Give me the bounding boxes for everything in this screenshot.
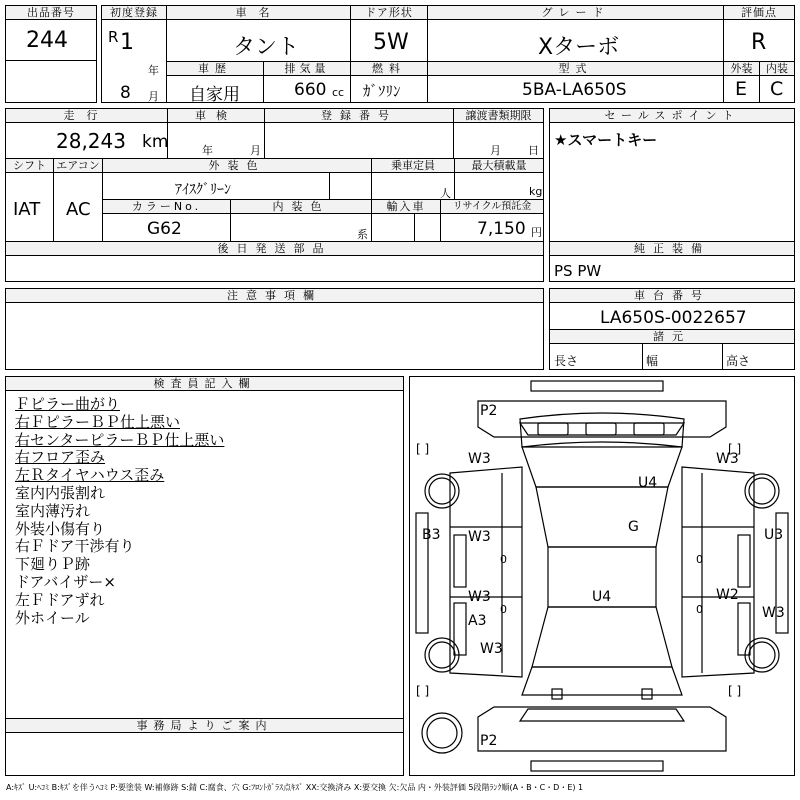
mileage-cell: [5, 108, 168, 159]
interior-grade-label: 内装: [760, 62, 794, 76]
exterior-grade: E: [735, 78, 748, 100]
displacement-cell: [263, 61, 351, 103]
office-notice-label: 事務局よりご案内: [6, 719, 403, 733]
mark-w3-left-1: W3: [468, 529, 491, 545]
transfer-month-unit: 月: [490, 144, 501, 157]
inspector-note: 室内内張割れ: [15, 484, 106, 502]
interior-color-cell: [230, 199, 372, 242]
damage-legend: A:ｷｽﾞ U:ﾍｺﾐ B:ｷｽﾞを伴うﾍｺﾐ P:要塗装 W:補修跡 S:錆 C:腐食、穴 G:ﾌﾛﾝﾄｶﾞﾗｽ点ｷｽﾞ XX:交換済み X:要交換 欠:欠品 内・外装評価 5段階ﾗﾝｸ順(A・B・C・D・E) 1: [6, 783, 584, 792]
interior-color-unit: 系: [357, 228, 368, 241]
inspector-notes-cell: [5, 376, 404, 719]
caution-label: 注意事項欄: [6, 289, 543, 303]
color-number: G62: [147, 219, 182, 239]
mark-bracket-right-rear: [ ]: [728, 684, 742, 698]
capacity-label: 乗車定員: [372, 159, 454, 173]
fuel-cell: [350, 61, 428, 103]
displacement-label: 排気量: [264, 62, 350, 76]
transfer-deadline-cell: [453, 108, 544, 159]
inspection-label: 車検: [168, 109, 264, 123]
door-type: 5W: [373, 30, 409, 55]
exterior-color-cell: [102, 158, 372, 200]
ac-cell: [53, 158, 103, 242]
inspector-note: Ｆピラー曲がり: [15, 395, 121, 413]
grade-cell: [427, 5, 724, 62]
mark-w3-front-left: W3: [468, 451, 491, 467]
caution-cell: [5, 288, 544, 370]
door-label: ドア形状: [351, 6, 427, 20]
height-label: 高さ: [726, 354, 751, 368]
exterior-grade-label: 外装: [724, 62, 759, 76]
score: R: [751, 30, 767, 55]
inspector-note: 外装小傷有り: [15, 519, 106, 538]
inspector-note: ドアバイザー×: [15, 573, 116, 591]
mark-w3-left-2: W3: [468, 589, 491, 605]
interior-grade: C: [770, 78, 784, 100]
first-registration-cell: [101, 5, 167, 103]
inspector-note: 左Ｆドアずれ: [15, 590, 105, 609]
inspection-year-unit: 年: [202, 144, 213, 157]
inspector-note: 右Ｆドア干渉有り: [15, 537, 135, 556]
history-label: 車歴: [167, 62, 263, 76]
month-unit: 月: [148, 90, 159, 103]
car-diagram-cell: [409, 376, 795, 776]
dimensions-cell: [549, 329, 795, 370]
lot-number-cell: [5, 5, 97, 61]
exterior-grade-cell: [723, 61, 760, 103]
recycle-amount: 7,150: [477, 219, 526, 239]
history-cell: [166, 61, 264, 103]
inspector-note: 外ホイール: [15, 608, 90, 627]
mark-bracket-left-rear: [ ]: [416, 684, 430, 698]
import-label: 輸入車: [372, 200, 440, 214]
exterior-color-label: 外装色: [103, 159, 371, 173]
mark-bracket-right: [ ]: [728, 442, 742, 456]
equipment-label: 純正装備: [550, 242, 794, 256]
mileage-label: 走行: [6, 109, 167, 123]
capacity-cell: [371, 158, 455, 200]
mark-u3: U3: [764, 527, 784, 543]
registration-number-label: 登録番号: [265, 109, 453, 123]
grade: Xターボ: [538, 35, 620, 60]
selling-point-label: セールスポイント: [550, 109, 794, 123]
mark-p2-bottom: P2: [480, 733, 498, 749]
fuel-label: 燃料: [351, 62, 427, 76]
ac: AC: [66, 199, 91, 220]
car-name-cell: [166, 5, 351, 62]
inspector-note: 左Ｒタイヤハウス歪み: [15, 466, 165, 485]
mark-a3: A3: [468, 613, 487, 629]
shift-label: シフト: [6, 159, 53, 173]
year-unit: 年: [148, 64, 159, 77]
width-label: 幅: [646, 354, 659, 368]
max-load-cell: [454, 158, 544, 200]
inspection-cell: [167, 108, 265, 159]
mark-zero-4: 0: [696, 603, 703, 616]
score-label: 評価点: [724, 6, 794, 20]
chassis-number: LA650S-0022657: [600, 308, 747, 328]
equipment-cell: [549, 241, 795, 282]
interior-color-label: 内装色: [231, 200, 371, 214]
score-cell: [723, 5, 795, 62]
inspection-month-unit: 月: [250, 144, 261, 157]
mark-w3-left-3: W3: [480, 641, 503, 657]
car-name-label: 車名: [167, 6, 350, 20]
inspector-note: 右センターピラーＢＰ仕上悪い: [15, 430, 225, 449]
office-notice-cell: [5, 718, 404, 776]
mark-p2-top: P2: [480, 403, 498, 419]
car-diagram: [410, 377, 794, 775]
recycle-cell: [440, 199, 544, 242]
inspector-note: 右フロア歪み: [15, 448, 106, 467]
door-cell: [350, 5, 428, 62]
car-name: タント: [233, 35, 300, 60]
era-letter: R: [108, 28, 119, 46]
inspector-note: 下廻りＰ跡: [15, 555, 91, 574]
model: 5BA-LA650S: [522, 80, 627, 100]
lot-number-label: 出品番号: [6, 6, 96, 20]
color-number-label: カラーNo.: [103, 200, 230, 214]
inspector-notes-label: 検査員記入欄: [6, 377, 403, 391]
transfer-day-unit: 日: [528, 144, 539, 157]
mark-zero-2: 0: [696, 553, 703, 566]
later-parts-label: 後日発送部品: [6, 242, 543, 256]
mark-b3: B3: [422, 527, 441, 543]
mark-u4-top: U4: [638, 475, 658, 491]
inspector-note: 右ＦピラーＢＰ仕上悪い: [15, 412, 181, 431]
length-label: 長さ: [554, 354, 579, 368]
displacement-unit: cc: [332, 86, 345, 99]
selling-point-cell: [549, 108, 795, 242]
equipment-text: PS PW: [554, 262, 602, 280]
registration-month: 8: [120, 83, 131, 103]
lot-number-value: 244: [26, 28, 68, 53]
ac-label: エアコン: [54, 159, 102, 173]
fuel: ｶﾞｿﾘﾝ: [363, 82, 401, 100]
shift-cell: [5, 158, 54, 242]
chassis-number-cell: [549, 288, 795, 330]
inspector-note: 室内薄汚れ: [15, 501, 91, 520]
max-load-label: 最大積載量: [455, 159, 543, 173]
mark-u4-middle: U4: [592, 589, 612, 605]
mark-zero-1: 0: [500, 553, 507, 566]
transfer-deadline-label: 譲渡書類期限: [454, 109, 543, 123]
history: 自家用: [189, 85, 240, 105]
registration-year: 1: [120, 30, 134, 55]
recycle-label: リサイクル預託金: [441, 200, 543, 214]
recycle-unit: 円: [531, 226, 542, 239]
interior-grade-cell: [759, 61, 795, 103]
lot-blank-cell: [5, 60, 97, 103]
mileage-unit: km: [142, 132, 169, 152]
first-registration-label: 初度登録: [102, 6, 166, 20]
grade-label: グレード: [428, 6, 723, 20]
mark-bracket-left: [ ]: [416, 442, 430, 456]
displacement: 660: [294, 80, 327, 100]
mileage: 28,243: [56, 129, 126, 153]
import-cell: [371, 199, 441, 242]
capacity-unit: 人: [440, 187, 451, 200]
mark-w3-right: W3: [762, 605, 785, 621]
selling-point-text: ★スマートキー: [554, 131, 658, 149]
mark-zero-3: 0: [500, 603, 507, 616]
exterior-color: ｱｲｽｸﾞﾘｰﾝ: [175, 182, 231, 198]
color-number-cell: [102, 199, 231, 242]
mark-g: G: [628, 519, 639, 535]
registration-number-cell: [264, 108, 454, 159]
model-cell: [427, 61, 724, 103]
mark-w2: W2: [716, 587, 739, 603]
later-parts-cell: [5, 241, 544, 282]
max-load-unit: kg: [529, 185, 543, 198]
model-label: 型式: [428, 62, 723, 76]
shift: IAT: [13, 199, 41, 220]
mark-w3-front-right: W3: [716, 451, 739, 467]
dimensions-label: 諸元: [550, 330, 794, 344]
chassis-number-label: 車台番号: [550, 289, 794, 303]
